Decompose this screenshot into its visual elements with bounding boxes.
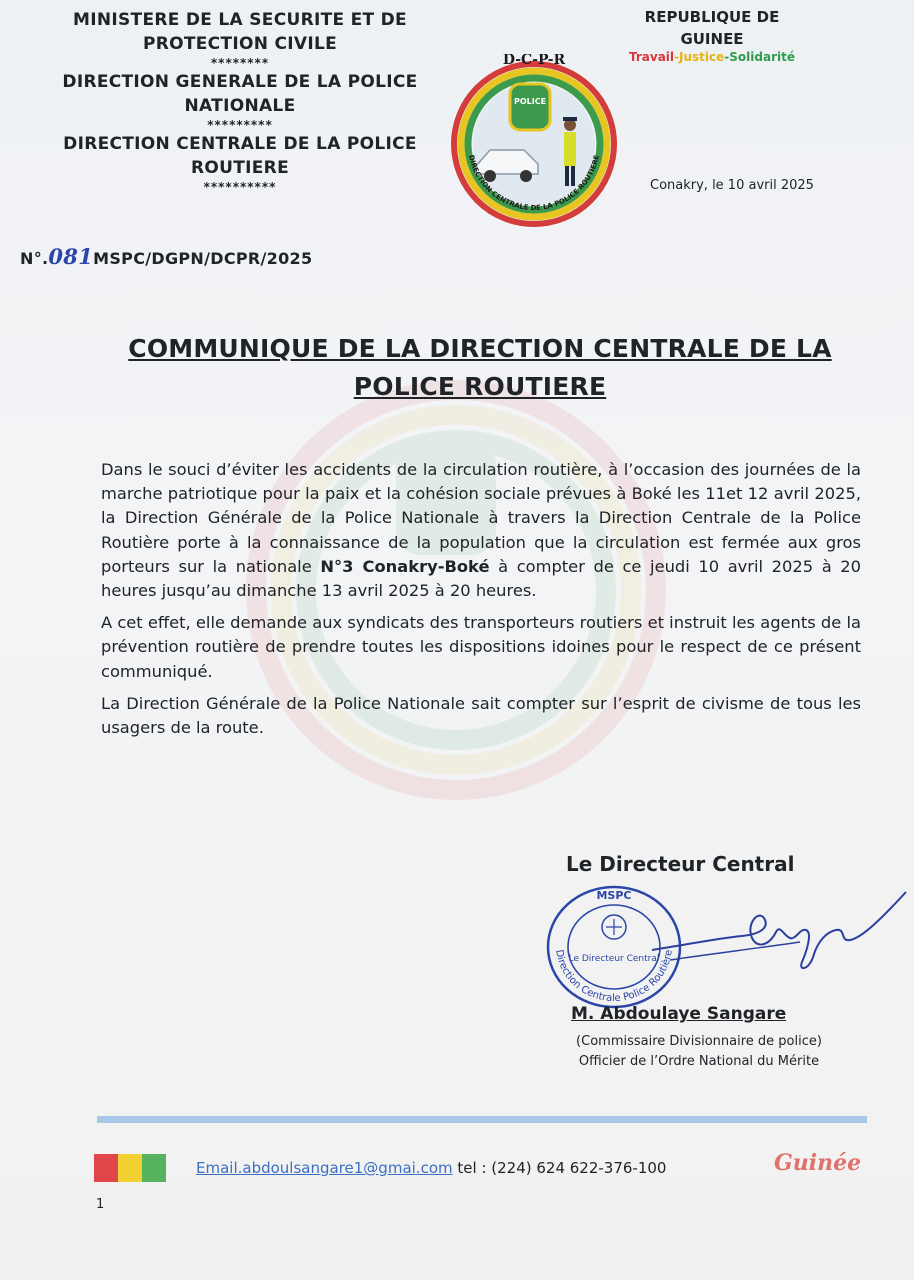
paragraph-1 bbox=[101, 458, 861, 603]
header-right bbox=[612, 6, 812, 64]
ref-handwritten-number: 081 bbox=[48, 244, 94, 269]
motto-separator: - bbox=[674, 50, 680, 64]
ref-suffix: MSPC/DGPN/DCPR/2025 bbox=[93, 249, 313, 268]
contact-phone: tel : (224) 624 622-376-100 bbox=[457, 1159, 667, 1177]
footer-divider bbox=[97, 1116, 867, 1123]
document-date: Conakry, le 10 avril 2025 bbox=[650, 178, 814, 193]
separator-stars: ******** bbox=[210, 56, 270, 70]
paragraph-2: A cet effet, elle demande aux syndicats des transporteurs routiers et instruit les agents de la prévention routière de prendre toutes les dispositions idoines pour le respect de ce présent communiqué. bbox=[101, 613, 861, 681]
logo-ring-textpath: DIRECTION CENTRALE DE LA POLICE ROUTIERE bbox=[466, 154, 601, 213]
title-line-2: POLICE ROUTIERE bbox=[353, 372, 607, 401]
ministry-name: MINISTERE DE LA SECURITE ET DE PROTECTION CIVILE bbox=[73, 10, 407, 54]
guinee-brand-logo: Guinée bbox=[774, 1150, 862, 1176]
logo-badge-text: POLICE bbox=[513, 97, 547, 106]
flag-yellow-band bbox=[118, 1154, 142, 1182]
stamp-top-text: MSPC bbox=[596, 889, 632, 902]
stamp-ring-textpath: Direction Centrale Police Routière bbox=[553, 948, 675, 1005]
communique-title bbox=[80, 330, 880, 406]
honor-line: Officier de l’Ordre National du Mérite bbox=[578, 1054, 820, 1069]
title-line-1: COMMUNIQUE DE LA DIRECTION CENTRALE DE LA bbox=[128, 334, 832, 363]
separator-stars: ********** bbox=[203, 180, 277, 194]
header-left bbox=[30, 8, 450, 194]
paragraph-1-route: N°3 Conakry-Boké bbox=[320, 556, 490, 576]
flag-red-band bbox=[94, 1154, 118, 1182]
logo-acronym: D-C-P-R bbox=[502, 54, 566, 68]
page-number: 1 bbox=[96, 1197, 105, 1212]
flag-green-band bbox=[142, 1154, 166, 1182]
signatory-name: M. Abdoulaye Sangare bbox=[571, 1004, 787, 1024]
motto-justice: Justice bbox=[679, 50, 725, 64]
stamp-center-text: Le Directeur Central bbox=[568, 954, 660, 964]
direction-centrale: DIRECTION CENTRALE DE LA POLICE ROUTIERE bbox=[63, 134, 417, 178]
contact-email-link[interactable]: Email.abdoulsangare1@gmai.com bbox=[196, 1159, 453, 1177]
reference-number bbox=[20, 244, 312, 269]
rank-line: (Commissaire Divisionnaire de police) bbox=[576, 1034, 822, 1049]
republic-name: REPUBLIQUE DE GUINEE bbox=[644, 8, 780, 48]
guinea-flag bbox=[94, 1154, 166, 1182]
paragraph-1-text-end: à compter de ce jeudi 10 avril 2025 à 20 heures jusqu’au dimanche 13 avril 2025 à 20 heures. bbox=[101, 556, 862, 601]
signatory-title: Le Directeur Central bbox=[566, 852, 795, 876]
motto-separator: - bbox=[724, 50, 730, 64]
signatory-rank bbox=[554, 1032, 844, 1072]
motto-solidarite: Solidarité bbox=[729, 50, 795, 64]
motto-travail: Travail bbox=[629, 50, 675, 64]
communique-body bbox=[101, 458, 861, 748]
paragraph-3: La Direction Générale de la Police Nationale sait compter sur l’esprit de civisme de tous les usagers de la route. bbox=[101, 693, 861, 738]
dcpr-logo bbox=[446, 54, 622, 230]
ref-prefix: N°. bbox=[20, 249, 49, 268]
separator-stars: ********* bbox=[207, 118, 273, 132]
national-motto bbox=[612, 50, 812, 64]
paragraph-1-text: Dans le souci d’éviter les accidents de la circulation routière, à l’occasion des journées de la marche patriotique pour la paix et la cohésion sociale prévues à Boké les 11et 12 avril 2025, la Direction Générale de la Police Nationale à travers la Direction Centrale de la Police Routière porte à la connaissance de la population que la circulation est fermée aux gros porteurs sur la nationale bbox=[101, 460, 861, 576]
handwritten-signature bbox=[650, 888, 910, 978]
footer-contact bbox=[196, 1159, 666, 1177]
direction-generale: DIRECTION GENERALE DE LA POLICE NATIONALE bbox=[62, 72, 418, 116]
